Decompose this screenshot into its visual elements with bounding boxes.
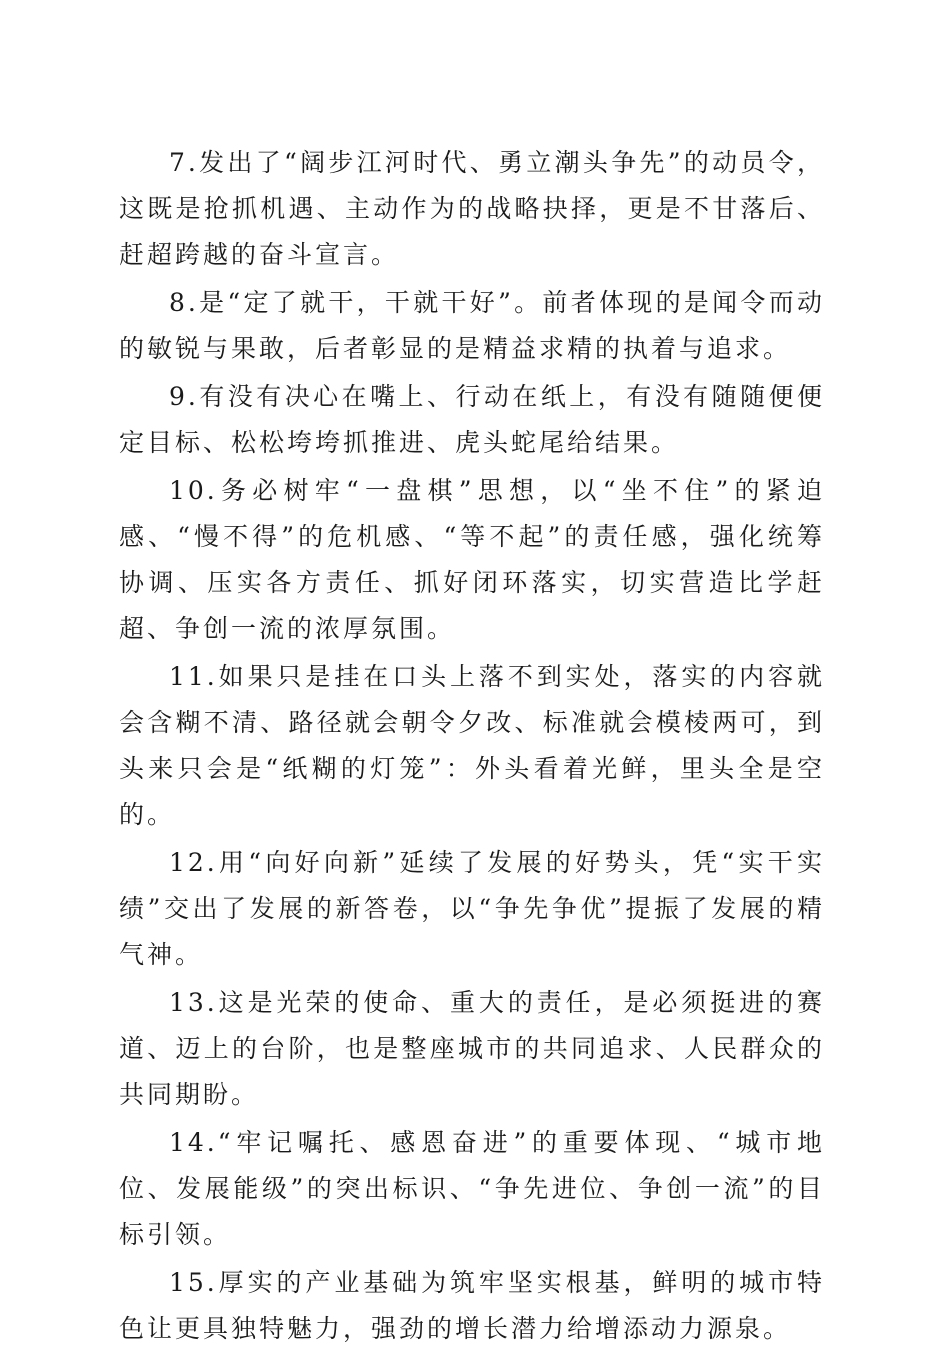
paragraph-15: 15.厚实的产业基础为筑牢坚实根基，鲜明的城市特色让更具独特魅力，强劲的增长潜力给增添动力源泉。 [119,1268,825,1343]
paragraph-12: 12.用“向好向新”延续了发展的好势头，凭“实干实绩”交出了发展的新答卷，以“争先争优”提振了发展的精气神。 [119,848,825,969]
paragraph-13: 13.这是光荣的使命、重大的责任，是必须挺进的赛道、迈上的台阶，也是整座城市的共同追求、人民群众的共同期盼。 [119,988,825,1109]
paragraph-9: 9.有没有决心在嘴上、行动在纸上，有没有随随便便定目标、松松垮垮抓推进、虎头蛇尾给结果。 [119,382,825,457]
paragraph-8: 8.是“定了就干，干就干好”。前者体现的是闻令而动的敏锐与果敢，后者彰显的是精益求精的执着与追求。 [119,288,825,363]
paragraph-11: 11.如果只是挂在口头上落不到实处，落实的内容就会含糊不清、路径就会朝令夕改、标准就会模棱两可，到头来只会是“纸糊的灯笼”：外头看着光鲜，里头全是空的。 [119,662,825,829]
paragraph-14: 14.“牢记嘱托、感恩奋进”的重要体现、“城市地位、发展能级”的突出标识、“争先进位、争创一流”的目标引领。 [119,1128,825,1249]
paragraph-10: 10.务必树牢“一盘棋”思想，以“坐不住”的紧迫感、“慢不得”的危机感、“等不起”的责任感，强化统筹协调、压实各方责任、抓好闭环落实，切实营造比学赶超、争创一流的浓厚氛围。 [119,476,825,643]
document-body [119,140,825,1354]
paragraph-7: 7.发出了“阔步江河时代、勇立潮头争先”的动员令，这既是抢抓机遇、主动作为的战略抉择，更是不甘落后、赶超跨越的奋斗宣言。 [119,148,825,269]
